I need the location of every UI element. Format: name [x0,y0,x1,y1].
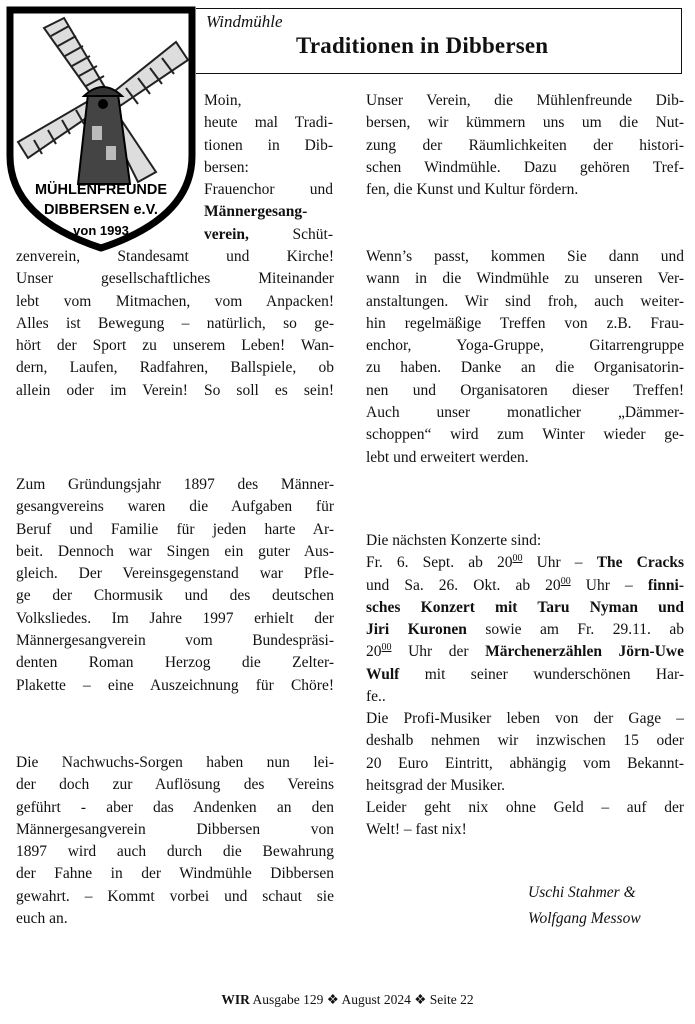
text-line: Männergesangverein vom Bundespräsi- [16,632,334,650]
text-fragment: Schüt- [248,225,333,243]
paragraph-founding [16,474,334,697]
text-line: geführt - aber das Andenken an den [16,798,334,816]
text-line: 20 Euro Eintritt, abhängig vom Bekannt- [366,754,684,772]
author-line-1: Uschi Stahmer & [528,884,636,901]
text-line: gleich. Der Vereinsgegenstand war Pfle- [16,565,334,583]
text-line: bersen: [204,158,249,176]
concert-line: fe.. [366,688,386,706]
text-line: Beruf und Familie für jeden harte Ar- [16,520,334,538]
text-line: Moin, [204,92,242,109]
time-superscript: 00 [560,575,571,587]
text-line: lebt vom Mitmachen, vom Anpacken! [16,292,334,310]
text-line: ge der Chormusik und des deutschen [16,587,334,605]
text-line: schoppen“ wird zum Winter wieder ge- [366,426,684,444]
text-line: wann in die Windmühle zu unseren Ver- [366,270,684,288]
paragraph-dissolution [16,752,334,930]
text-line: enchor, Yoga-Gruppe, Gitarrengruppe [366,337,684,355]
paragraph-concerts [366,530,684,708]
logo-text-place: DIBBERSEN e.V. [44,202,158,218]
concert-line [366,552,684,574]
footer-separator-icon: ❖ [414,992,427,1007]
bold-text: Wulf [366,665,400,683]
concert-line [366,619,684,641]
footer-brand: WIR [221,992,250,1007]
text-line: gesangvereins waren die Aufgaben für [16,498,334,516]
section-rubric: Windmühle [206,12,283,31]
text-line: Wenn’s passt, kommen Sie dann und [366,248,684,265]
bold-text: The Cracks [596,554,684,572]
text-fragment: mit seiner wunderschönen Har- [399,665,684,683]
text-line: heitsgrad der Musiker. [366,776,506,794]
bold-text: verein, [204,225,249,243]
text-line: Zum Gründungsjahr 1897 des Männer- [16,476,334,493]
text-fragment: Uhr – [570,576,648,594]
text-line: Die Nachwuchs-Sorgen haben nun lei- [16,754,334,771]
paragraph-events [366,246,684,469]
concert-line: sches Konzert mit Taru Nyman und [366,598,684,616]
text-line: euch an. [16,910,68,928]
logo-text-year: von 1993 [73,223,129,238]
text-fragment: Uhr – [522,554,597,572]
text-line: lebt und erweitert werden. [366,448,529,466]
page-footer [0,992,695,1008]
text-line: zenverein, Standesamt und Kirche! [16,248,334,265]
text-line: deshalb nehmen wir inzwischen 15 oder [366,732,684,750]
text-line: Plakette – eine Auszeichnung für Chöre! [16,676,334,694]
text-line: nen und Organisatoren dieser Treffen! [366,381,684,399]
text-line: Unser gesellschaftliches Miteinander [16,270,334,288]
text-fragment: Uhr der [391,643,486,661]
text-line: hört der Sport zu unserem Leben! Wan- [16,337,334,355]
time-superscript: 00 [381,642,392,654]
author-line-2: Wolfgang Messow [528,910,641,927]
text-line: Unser Verein, die Mühlenfreunde Dib- [366,92,684,109]
concert-line [366,575,684,597]
text-line: dern, Laufen, Radfahren, Ballspiele, ob [16,359,334,377]
text-line: Alles ist Bewegung – natürlich, so ge- [16,314,334,332]
text-fragment: 20 [366,643,382,661]
paragraph-money [366,797,684,842]
text-line: Männergesangverein Dibbersen von [16,820,334,838]
text-line: schen Windmühle. Dazu gehören Tref- [366,158,684,176]
concert-line [366,664,684,686]
text-line: Männergesang- [204,203,308,221]
paragraph-fees [366,708,684,797]
club-logo [6,6,196,252]
time-superscript: 00 [512,553,523,565]
paragraph-club [366,90,684,201]
text-line: bersen, wir kümmern uns um die Nut- [366,114,684,132]
text-line: Volksliedes. Im Jahre 1997 erhielt der [16,609,334,627]
footer-date: August 2024 [338,992,415,1007]
text-line: Welt! – fast nix! [366,821,467,839]
text-line: heute mal Tradi- [204,114,333,132]
text-line: allein oder im Verein! So soll es sein! [16,381,334,399]
text-line: hin regelmäßige Treffen von z.B. Frau- [366,314,684,332]
bold-text: Märchenerzählen Jörn-Uwe [485,643,684,661]
footer-page: Seite 22 [426,992,474,1007]
text-line: 1897 wird auch durch die Bewahrung [16,843,334,861]
text-line: gewahrt. – Kommt vorbei und schaut sie [16,887,334,905]
page-title: Traditionen in Dibbersen [296,33,549,58]
text-line: Leider geht nix ohne Geld – auf der [366,799,684,816]
text-line: denten Roman Herzog die Zelter- [16,654,334,672]
paragraph-traditions [16,246,334,402]
text-line: der Fahne in der Windmühle Dibbersen [16,865,334,883]
text-line: anstaltungen. Wir sind froh, auch weiter- [366,292,684,310]
text-line: zu haben. Danke an die Organisatorin- [366,359,684,377]
text-line: der doch zur Auflösung des Vereins [16,776,334,794]
text-line: Auch unser monatlicher „Dämmer- [366,404,684,422]
text-line: zung der Räumlichkeiten der histori- [366,136,684,154]
bold-text: Jiri Kuronen [366,621,467,639]
text-fragment: Fr. 6. Sept. ab 20 [366,554,513,572]
text-line: tionen in Dib- [204,136,333,154]
text-line [204,224,333,246]
logo-text-club: MÜHLENFREUNDE [34,182,168,198]
text-line: Die Profi-Musiker leben von der Gage – [366,710,684,727]
footer-issue: Ausgabe 129 [249,992,327,1007]
concerts-heading: Die nächsten Konzerte sind: [366,532,542,549]
bold-text: finni- [647,576,684,594]
footer-separator-icon: ❖ [326,992,339,1007]
text-fragment: sowie am Fr. 29.11. ab [466,621,684,639]
text-line: fen, die Kunst und Kultur fördern. [366,181,579,199]
text-line: Frauenchor und [204,181,333,199]
concert-line [366,641,684,663]
text-fragment: und Sa. 26. Okt. ab 20 [366,576,561,594]
text-line: beit. Dennoch war Singen ein guter Aus- [16,542,334,560]
intro-text [204,90,333,246]
